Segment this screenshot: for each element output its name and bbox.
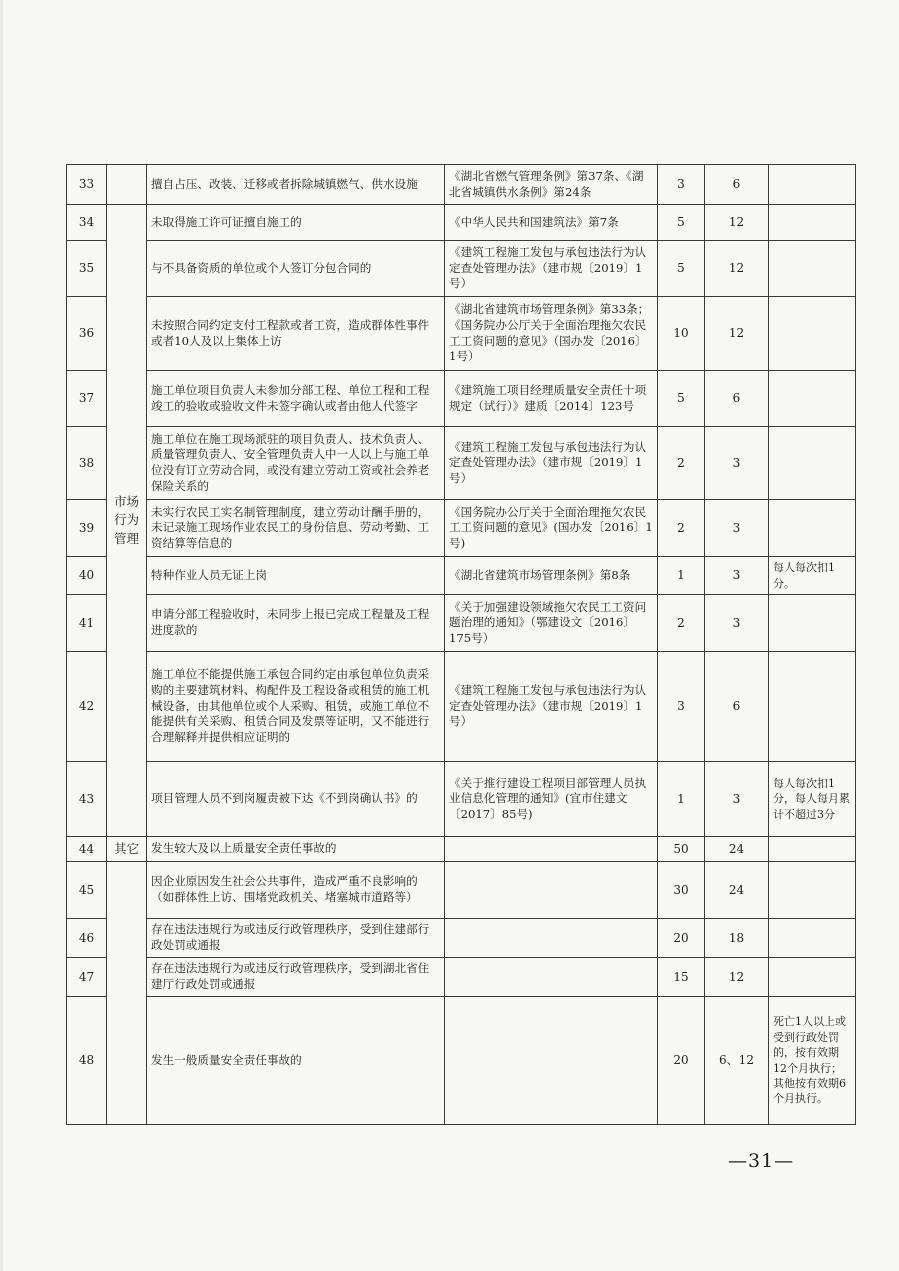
row-number: 36 [67,297,107,371]
remark [769,205,856,241]
table-row [67,165,856,205]
deduction-score: 15 [658,958,705,997]
remark [769,427,856,500]
violation-item: 项目管理人员不到岗履责被下达《不到岗确认书》的 [147,762,445,837]
deduction-score: 20 [658,997,705,1125]
deduction-score: 10 [658,297,705,371]
table-row [67,837,856,862]
deduction-score: 1 [658,762,705,837]
remark [769,837,856,862]
validity-period: 3 [705,557,769,595]
row-number: 34 [67,205,107,241]
remark [769,919,856,958]
deduction-score: 30 [658,862,705,919]
deduction-score: 2 [658,595,705,652]
deduction-score: 2 [658,500,705,557]
legal-basis [445,919,658,958]
row-number: 46 [67,919,107,958]
validity-period: 12 [705,297,769,371]
legal-basis [445,958,658,997]
deduction-score: 50 [658,837,705,862]
legal-basis [445,862,658,919]
legal-basis: 《湖北省建筑市场管理条例》第33条；《国务院办公厅关于全面治理拖欠农民工工资问题的意见》（国办发〔2016〕1号） [445,297,658,371]
category-cell-empty [107,862,147,1125]
violation-item: 发生一般质量安全责任事故的 [147,997,445,1125]
deduction-score: 20 [658,919,705,958]
row-number: 47 [67,958,107,997]
violation-item: 未按照合同约定支付工程款或者工资，造成群体性事件或者10人及以上集体上访 [147,297,445,371]
row-number: 44 [67,837,107,862]
legal-basis: 《建筑施工项目经理质量安全责任十项规定（试行）》建质〔2014〕123号 [445,371,658,427]
violation-item: 特种作业人员无证上岗 [147,557,445,595]
violation-item: 施工单位项目负责人未参加分部工程、单位工程和工程竣工的验收或验收文件未签字确认或者由他人代签字 [147,371,445,427]
validity-period: 12 [705,958,769,997]
remark [769,241,856,297]
violation-item: 发生较大及以上质量安全责任事故的 [147,837,445,862]
validity-period: 12 [705,241,769,297]
remark [769,165,856,205]
table-row [67,762,856,837]
deduction-score: 5 [658,241,705,297]
violation-item: 施工单位不能提供施工承包合同约定由承包单位负责采购的主要建筑材料、构配件及工程设备或租赁的施工机械设备，由其他单位或个人采购、租赁，或施工单位不能提供有关采购、租赁合同及发票等证明，又不能进行合理解释并提供相应证明的 [147,652,445,762]
row-number: 39 [67,500,107,557]
remark: 每人每次扣1分。 [769,557,856,595]
row-number: 40 [67,557,107,595]
row-number: 42 [67,652,107,762]
row-number: 33 [67,165,107,205]
row-number: 41 [67,595,107,652]
remark [769,371,856,427]
remark: 每人每次扣1分，每人每月累计不超过3分 [769,762,856,837]
violation-item: 未实行农民工实名制管理制度，建立劳动计酬手册的，未记录施工现场作业农民工的身份信息、劳动考勤、工资结算等信息的 [147,500,445,557]
validity-period: 12 [705,205,769,241]
table-row [67,500,856,557]
deduction-score: 3 [658,652,705,762]
deduction-score: 5 [658,371,705,427]
remark [769,862,856,919]
table-row [67,919,856,958]
deduction-score: 3 [658,165,705,205]
table-row [67,958,856,997]
row-number: 48 [67,997,107,1125]
legal-basis [445,997,658,1125]
violation-item: 未取得施工许可证擅自施工的 [147,205,445,241]
deduction-score: 1 [658,557,705,595]
validity-period: 3 [705,500,769,557]
row-number: 45 [67,862,107,919]
remark [769,297,856,371]
table-row [67,427,856,500]
legal-basis: 《建筑工程施工发包与承包违法行为认定查处管理办法》（建市规〔2019〕1号） [445,652,658,762]
table-row [67,862,856,919]
validity-period: 18 [705,919,769,958]
violation-item: 存在违法违规行为或违反行政管理秩序，受到湖北省住建厅行政处罚或通报 [147,958,445,997]
deduction-score: 2 [658,427,705,500]
validity-period: 3 [705,427,769,500]
scoring-table [66,164,856,1125]
validity-period: 6 [705,652,769,762]
row-number: 43 [67,762,107,837]
category-other: 其它 [107,837,147,862]
legal-basis: 《国务院办公厅关于全面治理拖欠农民工工资问题的意见》(国办发〔2016〕1号) [445,500,658,557]
legal-basis: 《建筑工程施工发包与承包违法行为认定查处管理办法》（建市规〔2019〕1号） [445,427,658,500]
violation-item: 存在违法违规行为或违反行政管理秩序，受到住建部行政处罚或通报 [147,919,445,958]
remark [769,958,856,997]
remark [769,652,856,762]
legal-basis: 《关于推行建设工程项目部管理人员执业信息化管理的通知》(宜市住建文〔2017〕85号) [445,762,658,837]
table-row [67,297,856,371]
table-row [67,241,856,297]
legal-basis: 《湖北省建筑市场管理条例》第8条 [445,557,658,595]
violation-item: 施工单位在施工现场派驻的项目负责人、技术负责人、质量管理负责人、安全管理负责人中一人以上与施工单位没有订立劳动合同，或没有建立劳动工资或社会养老保险关系的 [147,427,445,500]
remark: 死亡1人以上或受到行政处罚的，按有效期12个月执行；其他按有效期6个月执行。 [769,997,856,1125]
table-row [67,557,856,595]
legal-basis: 《建筑工程施工发包与承包违法行为认定查处管理办法》（建市规〔2019〕1号） [445,241,658,297]
legal-basis: 《关于加强建设领域拖欠农民工工资问题治理的通知》（鄂建设文〔2016〕175号） [445,595,658,652]
row-number: 37 [67,371,107,427]
validity-period: 6 [705,371,769,427]
validity-period: 6、12 [705,997,769,1125]
legal-basis: 《湖北省燃气管理条例》第37条、《湖北省城镇供水条例》第24条 [445,165,658,205]
validity-period: 24 [705,837,769,862]
table-row [67,205,856,241]
violation-item: 申请分部工程验收时，未同步上报已完成工程量及工程进度款的 [147,595,445,652]
violation-item: 与不具备资质的单位或个人签订分包合同的 [147,241,445,297]
remark [769,500,856,557]
validity-period: 3 [705,762,769,837]
page-number: —31— [728,1150,795,1172]
validity-period: 6 [705,165,769,205]
category-cell-empty [107,165,147,205]
table-row [67,652,856,762]
violation-item: 擅自占压、改装、迁移或者拆除城镇燃气、供水设施 [147,165,445,205]
row-number: 35 [67,241,107,297]
table-row [67,595,856,652]
row-number: 38 [67,427,107,500]
validity-period: 3 [705,595,769,652]
violation-item: 因企业原因发生社会公共事件，造成严重不良影响的（如群体性上访、围堵党政机关、堵塞城市道路等） [147,862,445,919]
legal-basis [445,837,658,862]
deduction-score: 5 [658,205,705,241]
category-market-behavior: 市场行为管理 [107,205,147,837]
remark [769,595,856,652]
table-row [67,997,856,1125]
legal-basis: 《中华人民共和国建筑法》第7条 [445,205,658,241]
table-row [67,371,856,427]
validity-period: 24 [705,862,769,919]
